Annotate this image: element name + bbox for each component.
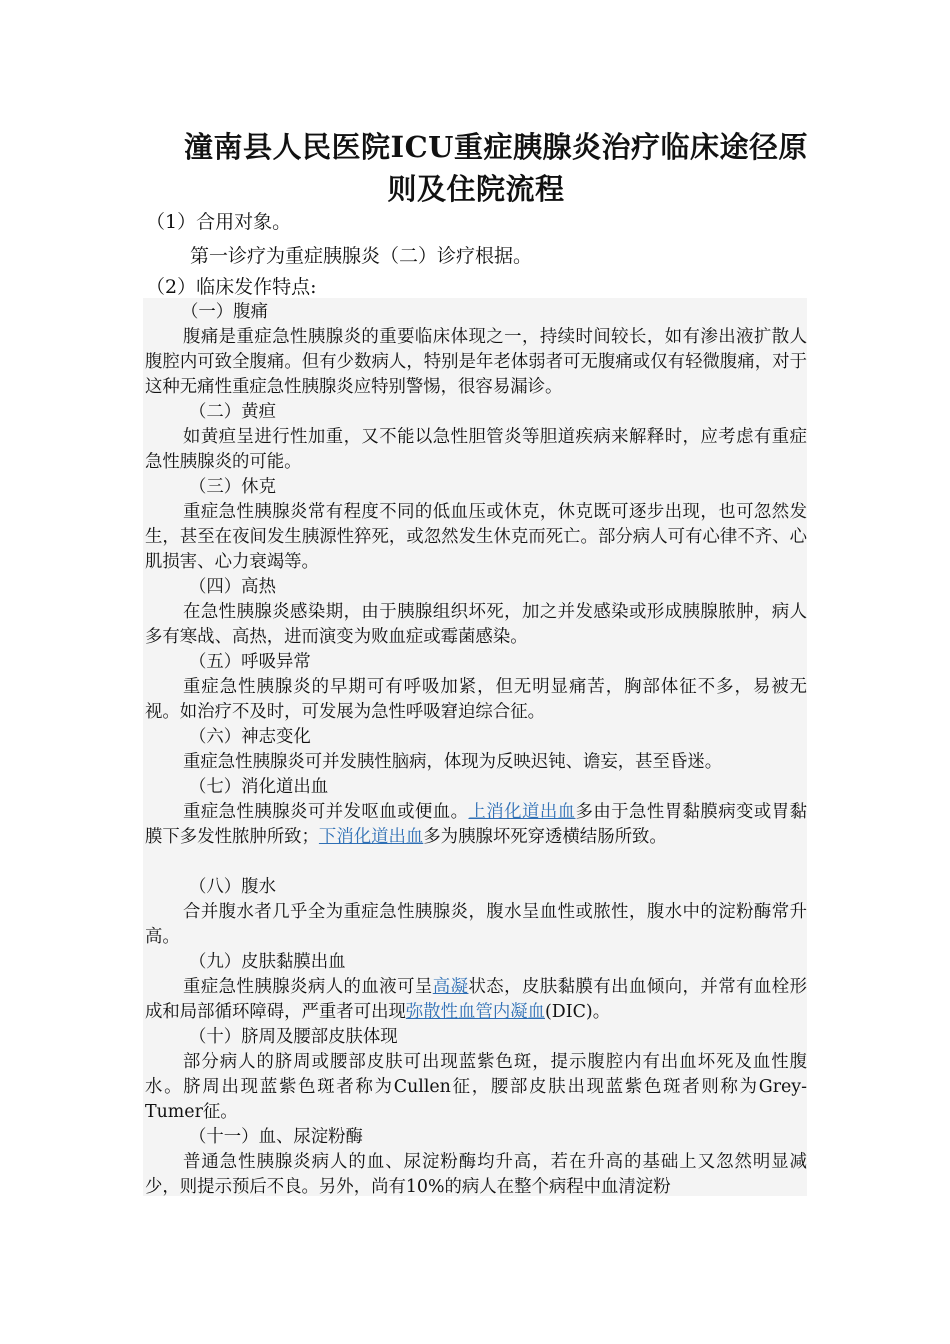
section-text-skin-mucosa-bleeding — [145, 975, 807, 1025]
section-heading-amylase: （十一）血、尿淀粉酶 — [189, 1127, 363, 1147]
section-heading-periumbilical-skin: （十）脐周及腰部皮肤体现 — [189, 1027, 398, 1047]
gi-bleeding-text-part3: 多为胰腺坏死穿透横结肠所致。 — [423, 827, 667, 847]
skin-bleeding-text-part2: 状态，皮肤黏膜有出血倾向，并常有血栓形成和局部循环障碍，严重者可出现 — [145, 977, 807, 1022]
document-title-line1: 潼南县人民医院ICU重症胰腺炎治疗临床途径原 — [184, 130, 808, 164]
section-text-consciousness: 重症急性胰腺炎可并发胰性脑病，体现为反映迟钝、谵妄，甚至昏迷。 — [183, 752, 723, 772]
gi-bleeding-text-part2: 多由于急性胃黏膜病变或胃黏膜下多发性脓肿所致； — [145, 802, 807, 847]
section-heading-gi-bleeding: （七）消化道出血 — [189, 777, 329, 797]
section-heading-shock: （三）休克 — [189, 477, 276, 497]
section-text-gi-bleeding — [145, 800, 807, 850]
section-text-amylase: 普通急性胰腺炎病人的血、尿淀粉酶均升高，若在升高的基础上又忽然明显减少，则提示预后不良。另外，尚有10%的病人在整个病程中血清淀粉 — [145, 1152, 807, 1197]
section-heading-ascites: （八）腹水 — [189, 877, 276, 897]
section-heading-jaundice: （二）黄疸 — [189, 402, 276, 422]
section-text-periumbilical-skin: 部分病人的脐周或腰部皮肤可出现蓝紫色斑，提示腹腔内有出血坏死及血性腹水。脐周出现蓝紫色斑者称为Cullen征，腰部皮肤出现蓝紫色斑者则称为Grey-Tumer征。 — [145, 1052, 807, 1122]
intro-applicable-objects: （1）合用对象。 — [146, 211, 292, 233]
link-upper-gi-bleeding[interactable]: 上消化道出血 — [468, 802, 576, 822]
blank-line — [145, 850, 807, 875]
document-title-line2: 则及住院流程 — [387, 172, 565, 206]
section-text-respiratory: 重症急性胰腺炎的早期可有呼吸加紧，但无明显痛苦，胸部体征不多，易被无视。如治疗不及时，可发展为急性呼吸窘迫综合征。 — [145, 677, 807, 722]
section-text-shock: 重症急性胰腺炎常有程度不同的低血压或休克，休克既可逐步出现，也可忽然发生，甚至在夜间发生胰源性猝死，或忽然发生休克而死亡。部分病人可有心律不齐、心肌损害、心力衰竭等。 — [145, 502, 807, 572]
section-heading-consciousness: （六）神志变化 — [189, 727, 311, 747]
section-text-high-fever: 在急性胰腺炎感染期，由于胰腺组织坏死，加之并发感染或形成胰腺脓肿，病人多有寒战、高热，进而演变为败血症或霉菌感染。 — [145, 602, 807, 647]
section-text-ascites: 合并腹水者几乎全为重症急性胰腺炎，腹水呈血性或脓性，腹水中的淀粉酶常升高。 — [145, 902, 807, 947]
skin-bleeding-text-part1: 重症急性胰腺炎病人的血液可呈 — [183, 977, 433, 997]
gi-bleeding-text-part1: 重症急性胰腺炎可并发呕血或便血。 — [183, 802, 469, 822]
section-text-jaundice: 如黄疸呈进行性加重，又不能以急性胆管炎等胆道疾病来解释时，应考虑有重症急性胰腺炎的可能。 — [145, 427, 807, 472]
section-heading-abdominal-pain: （一）腹痛 — [181, 302, 268, 322]
clinical-features-body — [145, 300, 807, 1200]
skin-bleeding-text-part3: (DIC)。 — [545, 1002, 611, 1022]
section-heading-respiratory: （五）呼吸异常 — [189, 652, 311, 672]
section-heading-skin-mucosa-bleeding: （九）皮肤黏膜出血 — [189, 952, 346, 972]
link-hypercoagulable[interactable]: 高凝 — [432, 977, 469, 997]
intro-diagnosis-basis: 第一诊疗为重症胰腺炎（二）诊疗根据。 — [190, 245, 533, 267]
intro-clinical-features: （2）临床发作特点: — [146, 276, 317, 298]
section-text-abdominal-pain: 腹痛是重症急性胰腺炎的重要临床体现之一，持续时间较长，如有渗出液扩散人腹腔内可致全腹痛。但有少数病人，特别是年老体弱者可无腹痛或仅有轻微腹痛，对于这种无痛性重症急性胰腺炎应特别警惕，很容易漏诊。 — [145, 327, 807, 397]
link-dic[interactable]: 弥散性血管内凝血 — [405, 1002, 546, 1022]
link-lower-gi-bleeding[interactable]: 下消化道出血 — [318, 827, 424, 847]
section-heading-high-fever: （四）高热 — [189, 577, 276, 597]
